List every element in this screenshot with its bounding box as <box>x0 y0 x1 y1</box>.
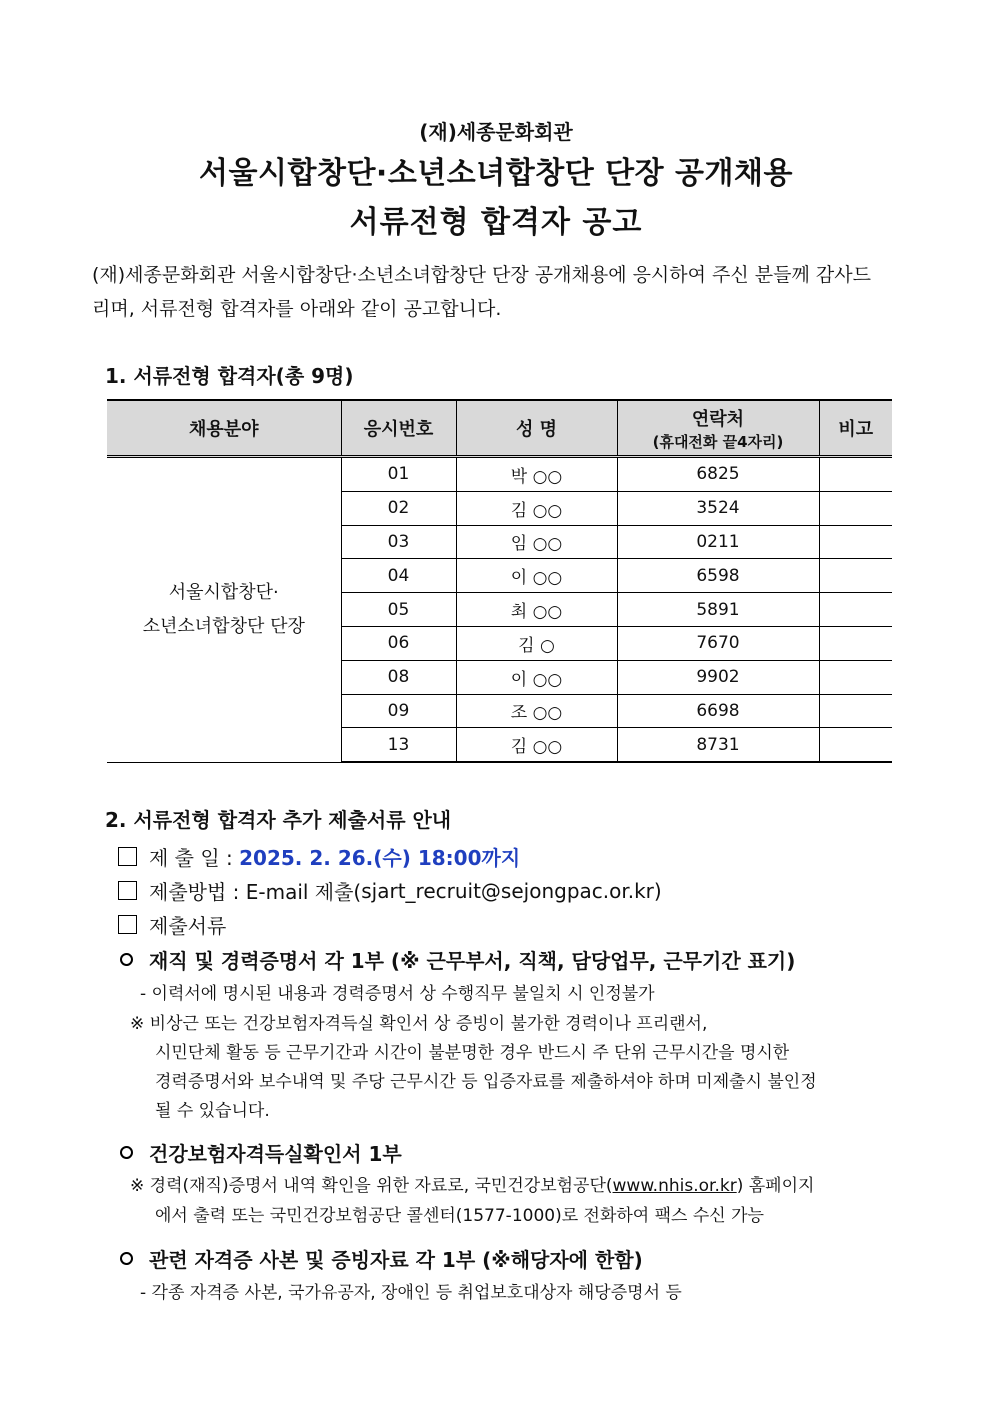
category-line2: 소년소녀합창단 단장 <box>142 615 305 637</box>
cell-phone: 0211 <box>617 525 819 559</box>
cell-name: 김 ○○ <box>456 491 617 525</box>
doc-item-1-text: 재직 및 경력증명서 각 1부 (※ 근무부서, 직책, 담당업무, 근무기간 표기) <box>149 949 796 973</box>
doc-item-2-note-line1 <box>130 1172 814 1201</box>
ring-bullet-icon <box>120 953 133 966</box>
cell-remark <box>819 626 892 660</box>
doc-item-1-note-line4: 될 수 있습니다. <box>155 1101 270 1121</box>
cell-number: 03 <box>341 525 456 559</box>
cell-phone: 8731 <box>617 728 819 762</box>
cell-name: 박 ○○ <box>456 457 617 492</box>
cell-remark <box>819 559 892 593</box>
passers-table <box>107 399 892 763</box>
cell-phone: 9902 <box>617 660 819 694</box>
cell-number: 05 <box>341 593 456 627</box>
ring-bullet-icon <box>120 1146 133 1159</box>
cell-name: 이 ○○ <box>456 559 617 593</box>
cell-remark <box>819 491 892 525</box>
checkbox-icon <box>118 915 137 934</box>
col-header-name: 성 명 <box>456 400 617 457</box>
cell-phone: 5891 <box>617 593 819 627</box>
cell-remark <box>819 728 892 762</box>
table-row <box>107 457 892 492</box>
deadline-value: 2025. 2. 26.(수) 18:00까지 <box>239 846 521 870</box>
table-header-row <box>107 400 892 457</box>
doc-item-2-note-a: ※ 경력(재직)증명서 내역 확인을 위한 자료로, 국민건강보험공단( <box>130 1176 613 1196</box>
category-line1: 서울시합창단· <box>168 581 279 603</box>
method-email-link[interactable]: sjart_recruit@sejongpac.or.kr <box>361 878 654 903</box>
doc-item-1-dash: - 이력서에 명시된 내용과 경력증명서 상 수행직무 불일치 시 인정불가 <box>140 984 655 1004</box>
cell-name: 김 ○ <box>456 626 617 660</box>
ring-bullet-icon <box>120 1252 133 1265</box>
col-header-remark: 비고 <box>819 400 892 457</box>
col-header-field: 채용분야 <box>107 400 341 457</box>
doc-item-2-note-line2: 에서 출력 또는 국민건강보험공단 콜센터(1577-1000)로 전화하여 팩스 수신 가능 <box>155 1206 764 1226</box>
deadline-label: 제 출 일 : <box>149 846 240 870</box>
doc-item-1-note-line2: 시민단체 활동 등 근무기간과 시간이 불분명한 경우 반드시 주 단위 근무시간을 명시한 <box>155 1043 790 1063</box>
col-header-number: 응시번호 <box>341 400 456 457</box>
cell-number: 13 <box>341 728 456 762</box>
intro-paragraph: (재)세종문화회관 서울시합창단·소년소녀합창단 단장 공개채용에 응시하여 주신 분들께 감사드리며, 서류전형 합격자를 아래와 같이 공고합니다. <box>92 264 871 320</box>
cell-phone: 6825 <box>617 457 819 492</box>
cell-number: 09 <box>341 694 456 728</box>
cell-remark <box>819 457 892 492</box>
docs-label: 제출서류 <box>149 914 227 938</box>
doc-item-2-note-b: ) 홈페이지 <box>736 1176 815 1196</box>
nhis-link[interactable]: www.nhis.or.kr <box>612 1176 737 1196</box>
col-header-contact-label: 연락처 <box>691 408 745 430</box>
section2-heading: 2. 서류전형 합격자 추가 제출서류 안내 <box>105 808 452 832</box>
cell-phone: 6698 <box>617 694 819 728</box>
cell-name: 임 ○○ <box>456 525 617 559</box>
method-end: ) <box>653 878 662 903</box>
cell-number: 04 <box>341 559 456 593</box>
cell-remark <box>819 593 892 627</box>
method-row <box>118 876 662 905</box>
doc-item-1-note-line1: ※ 비상근 또는 건강보험자격득실 확인서 상 증빙이 불가한 경력이나 프리랜서, <box>130 1014 708 1034</box>
cell-remark <box>819 694 892 728</box>
docs-row <box>118 910 226 939</box>
category-cell <box>107 457 341 763</box>
cell-phone: 7670 <box>617 626 819 660</box>
doc-item-2 <box>120 1138 402 1167</box>
cell-name: 조 ○○ <box>456 694 617 728</box>
col-header-contact <box>617 400 819 457</box>
doc-item-1 <box>120 945 795 974</box>
cell-phone: 6598 <box>617 559 819 593</box>
doc-item-3-dash: - 각종 자격증 사본, 국가유공자, 장애인 등 취업보호대상자 해당증명서 등 <box>140 1283 682 1303</box>
cell-number: 02 <box>341 491 456 525</box>
doc-item-3-text: 관련 자격증 사본 및 증빙자료 각 1부 (※해당자에 한함) <box>149 1248 643 1272</box>
doc-item-2-text: 건강보험자격득실확인서 1부 <box>149 1142 402 1166</box>
cell-number: 08 <box>341 660 456 694</box>
section1-heading: 1. 서류전형 합격자(총 9명) <box>105 364 354 388</box>
cell-number: 01 <box>341 457 456 492</box>
col-header-contact-sub: (휴대전화 끝4자리) <box>652 432 784 451</box>
cell-name: 김 ○○ <box>456 728 617 762</box>
cell-name: 최 ○○ <box>456 593 617 627</box>
doc-item-3 <box>120 1244 643 1273</box>
method-label: 제출방법 : E-mail 제출( <box>149 880 362 904</box>
doc-item-1-note-line3: 경력증명서와 보수내역 및 주당 근무시간 등 입증자료를 제출하셔야 하며 미제출시 불인정 <box>155 1072 817 1092</box>
deadline-row <box>118 842 520 871</box>
cell-name: 이 ○○ <box>456 660 617 694</box>
checkbox-icon <box>118 881 137 900</box>
organization-name: (재)세종문화회관 <box>419 120 573 144</box>
notice-title: 서울시합창단·소년소녀합창단 단장 공개채용 <box>199 156 793 191</box>
cell-remark <box>819 660 892 694</box>
notice-subtitle: 서류전형 합격자 공고 <box>349 205 643 240</box>
cell-remark <box>819 525 892 559</box>
cell-number: 06 <box>341 626 456 660</box>
cell-phone: 3524 <box>617 491 819 525</box>
checkbox-icon <box>118 847 137 866</box>
